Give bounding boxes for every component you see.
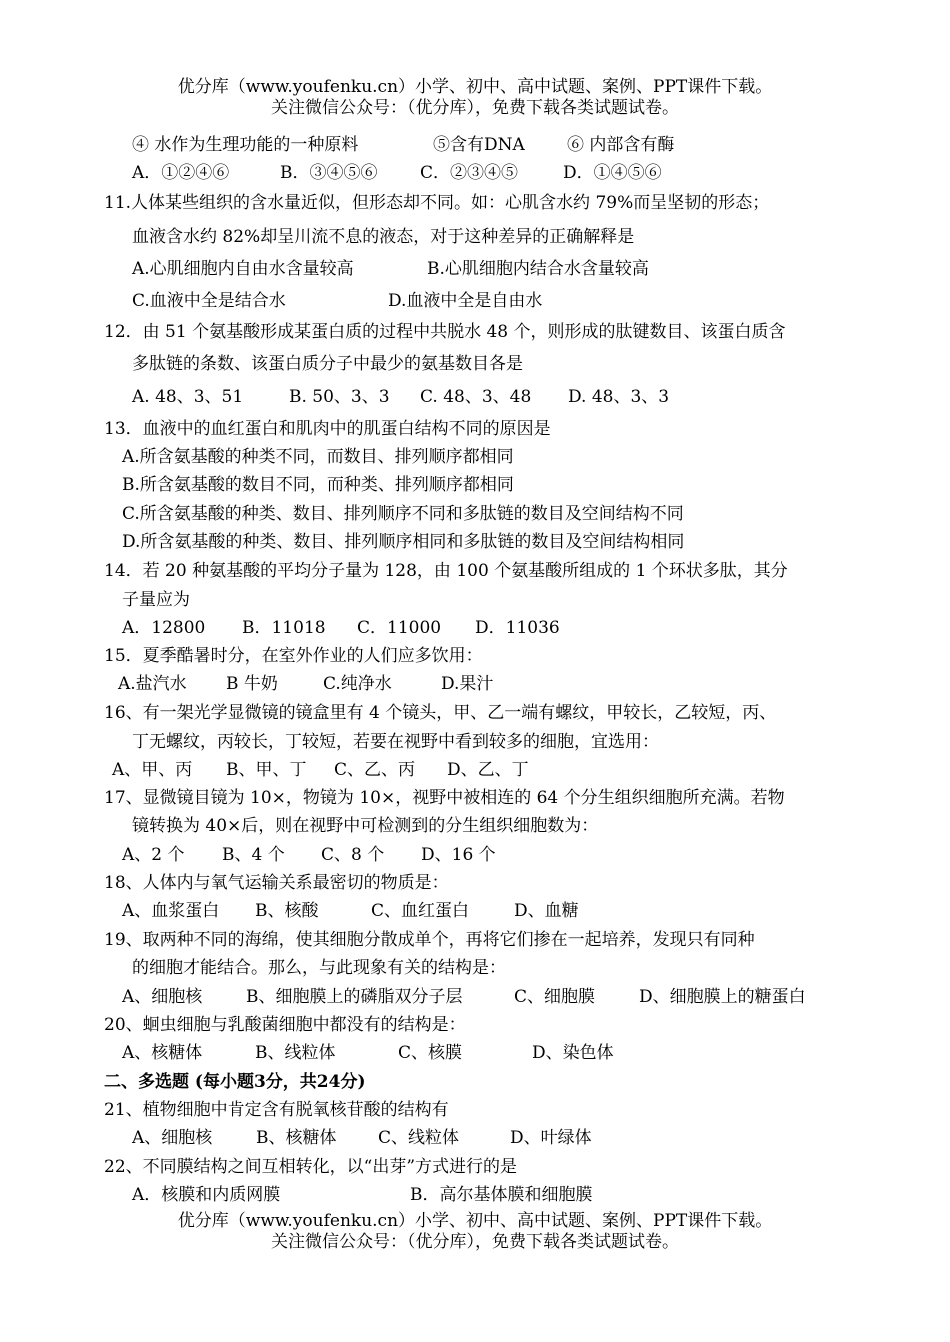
q14-option-c: C．11000 (357, 618, 442, 638)
q10-item-6: ⑥ 内部含有酶 (567, 135, 675, 155)
q13-option-a: A.所含氨基酸的种类不同，而数目、排列顺序都相同 (122, 447, 514, 467)
q21-option-c: C、线粒体 (378, 1128, 460, 1148)
q11-option-b: B.心肌细胞内结合水含量较高 (427, 259, 649, 279)
q13-option-d: D.所含氨基酸的种类、数目、排列顺序相同和多肽链的数目及空间结构相同 (122, 532, 685, 552)
q12-stem-line-2: 多肽链的条数、该蛋白质分子中最少的氨基数目各是 (132, 354, 523, 374)
page-header-line-2: 关注微信公众号：（优分库），免费下载各类试题试卷。 (271, 98, 679, 118)
q14-option-b: B．11018 (242, 618, 326, 638)
q16-stem-line-1: 16、有一架光学显微镜的镜盒里有 4 个镜头，甲、乙一端有螺纹，甲较长，乙较短，丙、 (104, 703, 777, 723)
q11-stem-line-1: 11.人体某些组织的含水量近似，但形态却不同。如：心肌含水约 79%而呈坚韧的形态； (104, 193, 770, 213)
section-2-title: 二、多选题 (每小题3分，共24分) (104, 1072, 366, 1092)
q21-stem: 21、植物细胞中肯定含有脱氧核苷酸的结构有 (104, 1100, 449, 1120)
q20-option-b: B、线粒体 (255, 1043, 336, 1063)
q16-option-b: B、甲、丁 (226, 760, 307, 780)
q15-option-a: A.盐汽水 (118, 674, 187, 694)
page-header-line-1: 优分库（www.youfenku.cn）小学、初中、高中试题、案例、PPT课件下载。 (177, 77, 773, 97)
q12-option-d: D. 48、3、3 (568, 387, 670, 407)
q16-option-c: C、乙、丙 (334, 760, 416, 780)
q20-stem: 20、蛔虫细胞与乳酸菌细胞中都没有的结构是： (104, 1015, 466, 1035)
q11-option-a: A.心肌细胞内自由水含量较高 (132, 259, 354, 279)
q21-option-a: A、细胞核 (132, 1128, 213, 1148)
q19-option-c: C、细胞膜 (514, 987, 596, 1007)
q10-option-b: B．③④⑤⑥ (280, 163, 378, 183)
q21-option-b: B、核糖体 (256, 1128, 337, 1148)
q18-option-a: A、血浆蛋白 (122, 901, 220, 921)
q22-option-b: B．高尔基体膜和细胞膜 (410, 1185, 593, 1205)
q15-option-d: D.果汁 (441, 674, 494, 694)
q17-stem-line-2: 镜转换为 40×后，则在视野中可检测到的分生组织细胞数为： (132, 816, 599, 836)
q13-option-c: C.所含氨基酸的种类、数目、排列顺序不同和多肽链的数目及空间结构不同 (122, 504, 684, 524)
q14-option-a: A．12800 (122, 618, 206, 638)
q18-stem: 18、人体内与氧气运输关系最密切的物质是： (104, 873, 449, 893)
page-footer-line-2: 关注微信公众号：（优分库），免费下载各类试题试卷。 (271, 1232, 679, 1252)
q17-stem-line-1: 17、显微镜目镜为 10×，物镜为 10×，视野中被相连的 64 个分生组织细胞所充满。若物 (104, 788, 785, 808)
q16-stem-line-2: 丁无螺纹，丙较长，丁较短，若要在视野中看到较多的细胞，宜选用： (132, 732, 659, 752)
q10-option-c: C．②③④⑤ (420, 163, 519, 183)
q16-option-d: D、乙、丁 (447, 760, 529, 780)
q12-option-a: A. 48、3、51 (132, 387, 244, 407)
q20-option-a: A、核糖体 (122, 1043, 203, 1063)
q14-option-d: D．11036 (475, 618, 560, 638)
q16-option-a: A、甲、丙 (112, 760, 193, 780)
q21-option-d: D、叶绿体 (510, 1128, 592, 1148)
q11-stem-line-2: 血液含水约 82%却呈川流不息的液态，对于这种差异的正确解释是 (132, 227, 635, 247)
q19-stem-line-2: 的细胞才能结合。那么，与此现象有关的结构是： (132, 958, 506, 978)
q12-option-b: B. 50、3、3 (289, 387, 390, 407)
q20-option-d: D、染色体 (532, 1043, 614, 1063)
q13-stem: 13．血液中的血红蛋白和肌肉中的肌蛋白结构不同的原因是 (104, 419, 551, 439)
q19-option-a: A、细胞核 (122, 987, 203, 1007)
q14-stem-line-1: 14．若 20 种氨基酸的平均分子量为 128，由 100 个氨基酸所组成的 1 个环状多肽，其分 (104, 561, 788, 581)
q18-option-d: D、血糖 (514, 901, 579, 921)
q17-option-a: A、2 个 (122, 845, 185, 865)
q17-option-c: C、8 个 (321, 845, 385, 865)
page-footer-line-1: 优分库（www.youfenku.cn）小学、初中、高中试题、案例、PPT课件下载。 (177, 1211, 773, 1231)
q10-item-5: ⑤含有DNA (433, 135, 525, 155)
q12-stem-line-1: 12．由 51 个氨基酸形成某蛋白质的过程中共脱水 48 个，则形成的肽键数目、该蛋白质含 (104, 322, 786, 342)
q19-option-d: D、细胞膜上的糖蛋白 (639, 987, 806, 1007)
q10-option-a: A．①②④⑥ (132, 163, 230, 183)
q11-option-c: C.血液中全是结合水 (132, 291, 286, 311)
q12-option-c: C. 48、3、48 (420, 387, 532, 407)
q17-option-d: D、16 个 (421, 845, 496, 865)
q22-stem: 22、不同膜结构之间互相转化，以“出芽”方式进行的是 (104, 1157, 518, 1177)
q19-option-b: B、细胞膜上的磷脂双分子层 (246, 987, 463, 1007)
q11-option-d: D.血液中全是自由水 (388, 291, 543, 311)
q15-stem: 15．夏季酷暑时分，在室外作业的人们应多饮用： (104, 646, 483, 666)
q18-option-b: B、核酸 (255, 901, 319, 921)
q15-option-c: C.纯净水 (323, 674, 392, 694)
q19-stem-line-1: 19、取两种不同的海绵，使其细胞分散成单个，再将它们掺在一起培养，发现只有同种 (104, 930, 755, 950)
q15-option-b: B 牛奶 (226, 674, 278, 694)
q10-option-d: D．①④⑤⑥ (563, 163, 662, 183)
q18-option-c: C、血红蛋白 (371, 901, 470, 921)
q22-option-a: A．核膜和内质网膜 (132, 1185, 281, 1205)
q17-option-b: B、4 个 (222, 845, 285, 865)
q13-option-b: B.所含氨基酸的数目不同，而种类、排列顺序都相同 (122, 475, 514, 495)
q10-item-4: ④ 水作为生理功能的一种原料 (132, 135, 359, 155)
q20-option-c: C、核膜 (398, 1043, 463, 1063)
q14-stem-line-2: 子量应为 (122, 590, 190, 610)
